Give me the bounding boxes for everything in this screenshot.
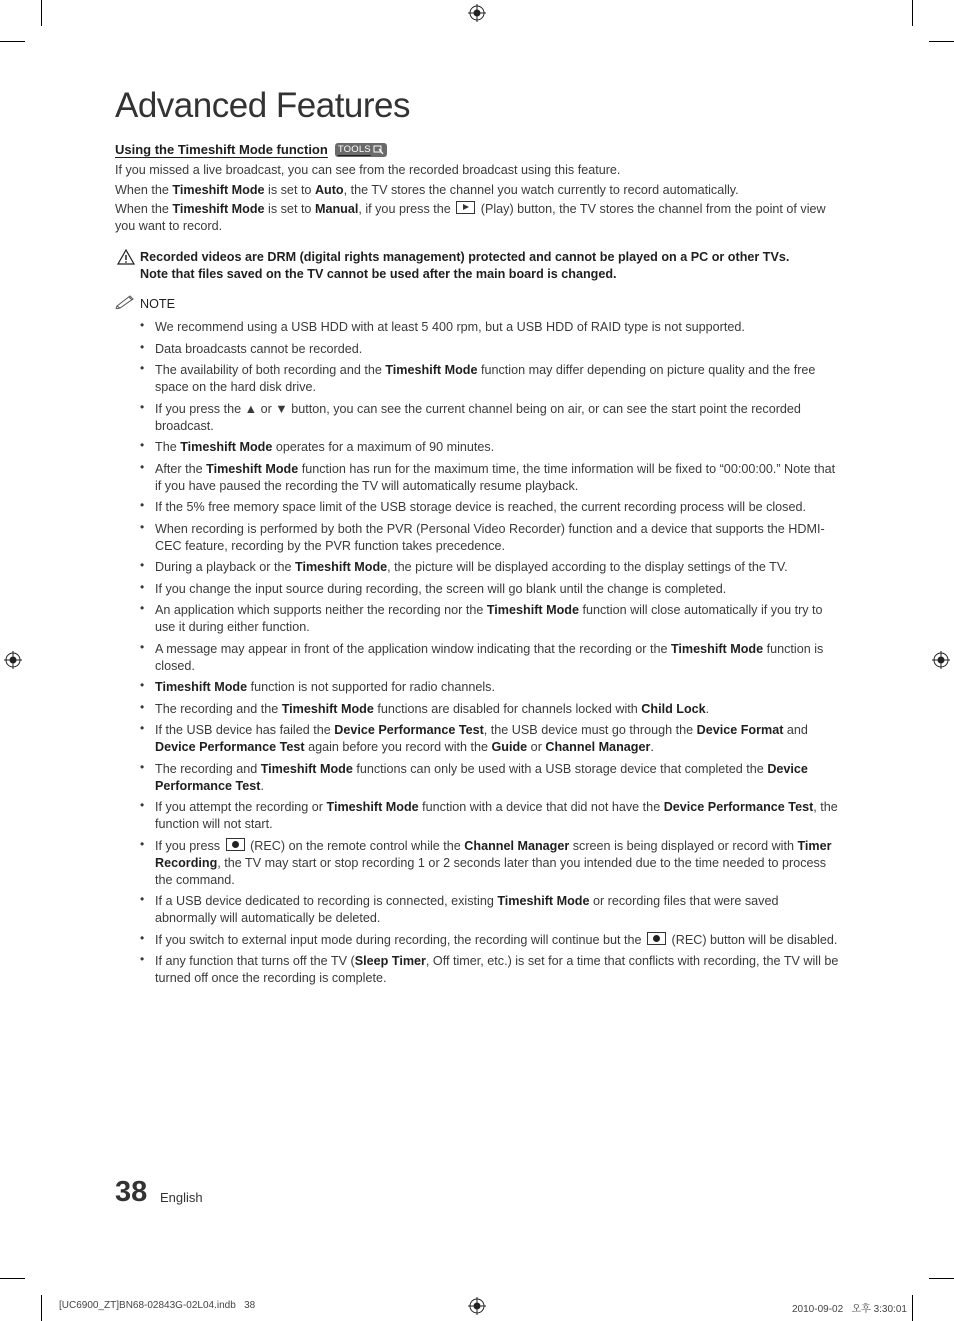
crop-mark (929, 41, 954, 42)
list-item: • If a USB device dedicated to recording is connected, existing Timeshift Mode or recording files that were saved abnormally will automatically be deleted. (115, 893, 843, 927)
crop-mark (0, 41, 25, 42)
list-item: • An application which supports neither the recording nor the Timeshift Mode function will close automatically if you try to use it during either function. (115, 602, 843, 636)
crop-mark (929, 1278, 954, 1279)
list-item: • If any function that turns off the TV (Sleep Timer, Off timer, etc.) is set for a time that conflicts with recording, the TV will be turned off once the recording is complete. (115, 953, 843, 987)
list-item: • The availability of both recording and the Timeshift Mode function may differ depending on picture quality and the free space on the hard disk drive. (115, 362, 843, 396)
list-item: • Data broadcasts cannot be recorded. (115, 341, 843, 358)
tools-badge-label: TOOLS (337, 144, 371, 155)
list-item: • We recommend using a USB HDD with at least 5 400 rpm, but a USB HDD of RAID type is not supported. (115, 319, 843, 336)
list-item: • When recording is performed by both the PVR (Personal Video Recorder) function and a device that supports the HDMI-CEC feature, recording by the PVR function takes precedence. (115, 521, 843, 555)
page-title: Advanced Features (115, 86, 411, 125)
section-heading (115, 142, 387, 157)
list-item: • If the 5% free memory space limit of the USB storage device is reached, the current recording process will be closed. (115, 499, 843, 516)
registration-mark-icon (468, 4, 486, 22)
drm-warning (115, 249, 843, 283)
list-item: • If you switch to external input mode during recording, the recording will continue but the (REC) button will be disabled. (115, 932, 843, 949)
notes-list (115, 319, 843, 987)
intro-paragraph: If you missed a live broadcast, you can see from the recorded broadcast using this feature. (115, 163, 621, 177)
warning-text-2: Note that files saved on the TV cannot be used after the main board is changed. (140, 267, 617, 281)
list-item: • After the Timeshift Mode function has run for the maximum time, the time information will be fixed to “00:00:00.” Note that if you have paused the recording the TV will automatically resume playback. (115, 461, 843, 495)
crop-mark (41, 0, 42, 26)
crop-mark (41, 1295, 42, 1321)
crop-mark (912, 0, 913, 26)
note-heading (115, 296, 843, 313)
play-button-icon (456, 201, 475, 214)
page-number: 38 (115, 1176, 148, 1208)
list-item: • If you press the ▲ or ▼ button, you can see the current channel being on air, or can see the start point the recorded broadcast. (115, 401, 843, 435)
main-content (115, 162, 843, 992)
list-item: • If you attempt the recording or Timeshift Mode function with a device that did not have the Device Performance Test, the function will not start. (115, 799, 843, 833)
page-language: English (160, 1190, 203, 1205)
rec-button-icon (647, 932, 666, 945)
list-item: • The recording and the Timeshift Mode functions are disabled for channels locked with Child Lock. (115, 701, 843, 718)
warning-text-1: Recorded videos are DRM (digital rights management) protected and cannot be played on a PC or other TVs. (140, 250, 790, 264)
footer-timestamp: 2010-09-02 오후 3:30:01 (792, 1304, 907, 1315)
registration-mark-icon (932, 651, 950, 669)
crop-mark (0, 1278, 25, 1279)
list-item: • Timeshift Mode function is not supported for radio channels. (115, 679, 843, 696)
auto-paragraph: When the Timeshift Mode is set to Auto, the TV stores the channel you watch currently to record automatically. (115, 182, 739, 197)
tools-icon (373, 145, 384, 155)
footer-file-info: [UC6900_ZT]BN68-02843G-02L04.indb 38 (59, 1300, 256, 1311)
list-item: • During a playback or the Timeshift Mode, the picture will be displayed according to the display settings of the TV. (115, 559, 843, 576)
section-heading-text: Using the Timeshift Mode function (115, 142, 328, 157)
note-label: NOTE (140, 297, 175, 311)
list-item: • A message may appear in front of the application window indicating that the recording or the Timeshift Mode function is closed. (115, 641, 843, 675)
list-item: • The Timeshift Mode operates for a maximum of 90 minutes. (115, 439, 843, 456)
registration-mark-icon (4, 651, 22, 669)
rec-button-icon (226, 838, 245, 851)
note-pencil-icon (115, 293, 136, 309)
tools-badge (335, 143, 387, 157)
list-item: • If you change the input source during recording, the screen will go blank until the change is completed. (115, 581, 843, 598)
warning-icon (117, 249, 135, 265)
registration-mark-icon (468, 1297, 486, 1315)
list-item: • The recording and Timeshift Mode functions can only be used with a USB storage device that completed the Device Performance Test. (115, 761, 843, 795)
crop-mark (912, 1295, 913, 1321)
list-item: • If the USB device has failed the Device Performance Test, the USB device must go through the Device Format and Device Performance Test again before you record with the Guide or Channel Manager. (115, 722, 843, 756)
manual-paragraph: When the Timeshift Mode is set to Manual, if you press the (Play) button, the TV stores the channel from the point of view you want to record. (115, 202, 826, 233)
list-item: • If you press (REC) on the remote control while the Channel Manager screen is being displayed or record with Timer Recording, the TV may start or stop recording 1 or 2 seconds later than you intended due to the time needed to process the command. (115, 838, 843, 889)
